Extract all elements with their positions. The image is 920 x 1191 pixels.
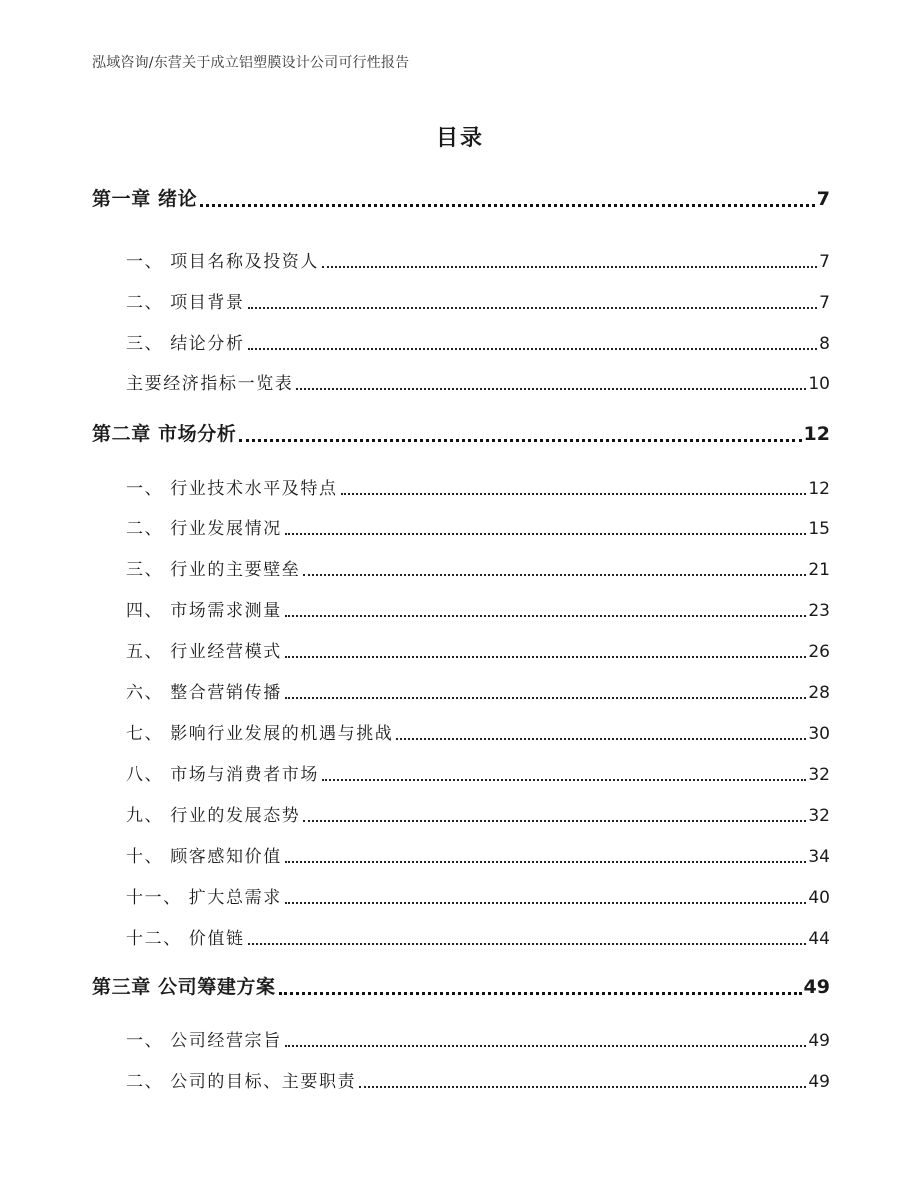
toc-entry-section[interactable] — [126, 678, 830, 703]
toc-entry-label: 一、 行业技术水平及特点 — [126, 479, 338, 499]
toc-entry-section[interactable] — [126, 924, 830, 949]
toc-leader-dots — [248, 943, 807, 945]
toc-entry-chapter[interactable] — [92, 184, 830, 211]
toc-entry-page: 7 — [819, 293, 830, 313]
toc-entry-section[interactable] — [126, 596, 830, 621]
toc-entry-section[interactable] — [126, 514, 830, 539]
toc-entry-page: 23 — [808, 601, 830, 621]
toc-entry-page: 44 — [808, 929, 830, 949]
toc-entry-section[interactable] — [126, 719, 830, 744]
toc-leader-dots — [303, 574, 806, 576]
running-header: 泓域咨询/东营关于成立铝塑膜设计公司可行性报告 — [92, 55, 410, 71]
toc-entry-chapter[interactable] — [92, 972, 830, 999]
toc-entry-section[interactable] — [126, 247, 830, 272]
toc-entry-section[interactable] — [126, 637, 830, 662]
toc-entry-section[interactable] — [126, 801, 830, 826]
toc-entry-section[interactable] — [126, 883, 830, 908]
toc-entry-section[interactable] — [126, 369, 830, 394]
toc-entry-page: 12 — [808, 479, 830, 499]
toc-entry-page: 49 — [808, 1031, 830, 1051]
toc-entry-section[interactable] — [126, 1067, 830, 1092]
toc-leader-dots — [248, 307, 818, 309]
toc-entry-section[interactable] — [126, 1026, 830, 1051]
toc-entry-label: 二、 项目背景 — [126, 293, 245, 313]
toc-entry-page: 15 — [808, 519, 830, 539]
toc-entry-page: 34 — [808, 847, 830, 867]
page-title: 目录 — [435, 126, 484, 151]
toc-entry-section[interactable] — [126, 288, 830, 313]
toc-entry-label: 二、 公司的目标、主要职责 — [126, 1072, 357, 1092]
toc-entry-page: 26 — [808, 642, 830, 662]
toc-leader-dots — [322, 779, 806, 781]
toc-entry-page: 49 — [808, 1072, 830, 1092]
toc-leader-dots — [285, 861, 807, 863]
toc-entry-label: 五、 行业经营模式 — [126, 642, 282, 662]
toc-entry-label: 六、 整合营销传播 — [126, 683, 282, 703]
toc-entry-page: 8 — [819, 334, 830, 354]
toc-entry-section[interactable] — [126, 760, 830, 785]
toc-entry-page: 7 — [819, 252, 830, 272]
toc-entry-label: 四、 市场需求测量 — [126, 601, 282, 621]
toc-entry-page: 21 — [808, 560, 830, 580]
toc-leader-dots — [239, 439, 801, 442]
toc-entry-page: 32 — [808, 806, 830, 826]
toc-leader-dots — [303, 820, 806, 822]
toc-entry-label: 第一章 绪论 — [92, 188, 198, 210]
toc-entry-label: 七、 影响行业发展的机遇与挑战 — [126, 724, 394, 744]
toc-entry-page: 32 — [808, 765, 830, 785]
toc-leader-dots — [248, 348, 818, 350]
toc-leader-dots — [396, 738, 806, 740]
toc-entry-section[interactable] — [126, 842, 830, 867]
toc-entry-page: 7 — [816, 188, 830, 210]
toc-entry-page: 12 — [803, 423, 830, 445]
toc-entry-label: 一、 公司经营宗旨 — [126, 1031, 282, 1051]
toc-entry-label: 十、 顾客感知价值 — [126, 847, 282, 867]
toc-leader-dots — [341, 493, 807, 495]
toc-leader-dots — [322, 266, 817, 268]
toc-entry-label: 九、 行业的发展态势 — [126, 806, 301, 826]
toc-entry-label: 十一、 扩大总需求 — [126, 888, 282, 908]
toc-entry-label: 第二章 市场分析 — [92, 423, 237, 445]
toc-entry-page: 28 — [808, 683, 830, 703]
toc-leader-dots — [200, 204, 815, 207]
toc-entry-label: 三、 行业的主要壁垒 — [126, 560, 301, 580]
toc-leader-dots — [279, 992, 802, 995]
toc-leader-dots — [285, 902, 807, 904]
toc-entry-page: 49 — [803, 976, 830, 998]
toc-entry-label: 一、 项目名称及投资人 — [126, 252, 320, 272]
toc-leader-dots — [359, 1086, 806, 1088]
toc-entry-page: 30 — [808, 724, 830, 744]
toc-entry-section[interactable] — [126, 329, 830, 354]
toc-entry-page: 40 — [808, 888, 830, 908]
toc-leader-dots — [285, 615, 807, 617]
toc-entry-label: 主要经济指标一览表 — [126, 374, 294, 394]
toc-leader-dots — [296, 388, 806, 390]
toc-entry-section[interactable] — [126, 555, 830, 580]
toc-entry-page: 10 — [808, 374, 830, 394]
toc-entry-label: 第三章 公司筹建方案 — [92, 976, 276, 998]
toc-leader-dots — [285, 697, 807, 699]
toc-entry-label: 二、 行业发展情况 — [126, 519, 282, 539]
toc-leader-dots — [285, 1045, 807, 1047]
toc-leader-dots — [285, 533, 807, 535]
toc-entry-label: 三、 结论分析 — [126, 334, 245, 354]
toc-entry-label: 八、 市场与消费者市场 — [126, 765, 320, 785]
toc-entry-label: 十二、 价值链 — [126, 929, 245, 949]
toc-entry-section[interactable] — [126, 474, 830, 499]
toc-leader-dots — [285, 656, 807, 658]
toc-entry-chapter[interactable] — [92, 419, 830, 446]
